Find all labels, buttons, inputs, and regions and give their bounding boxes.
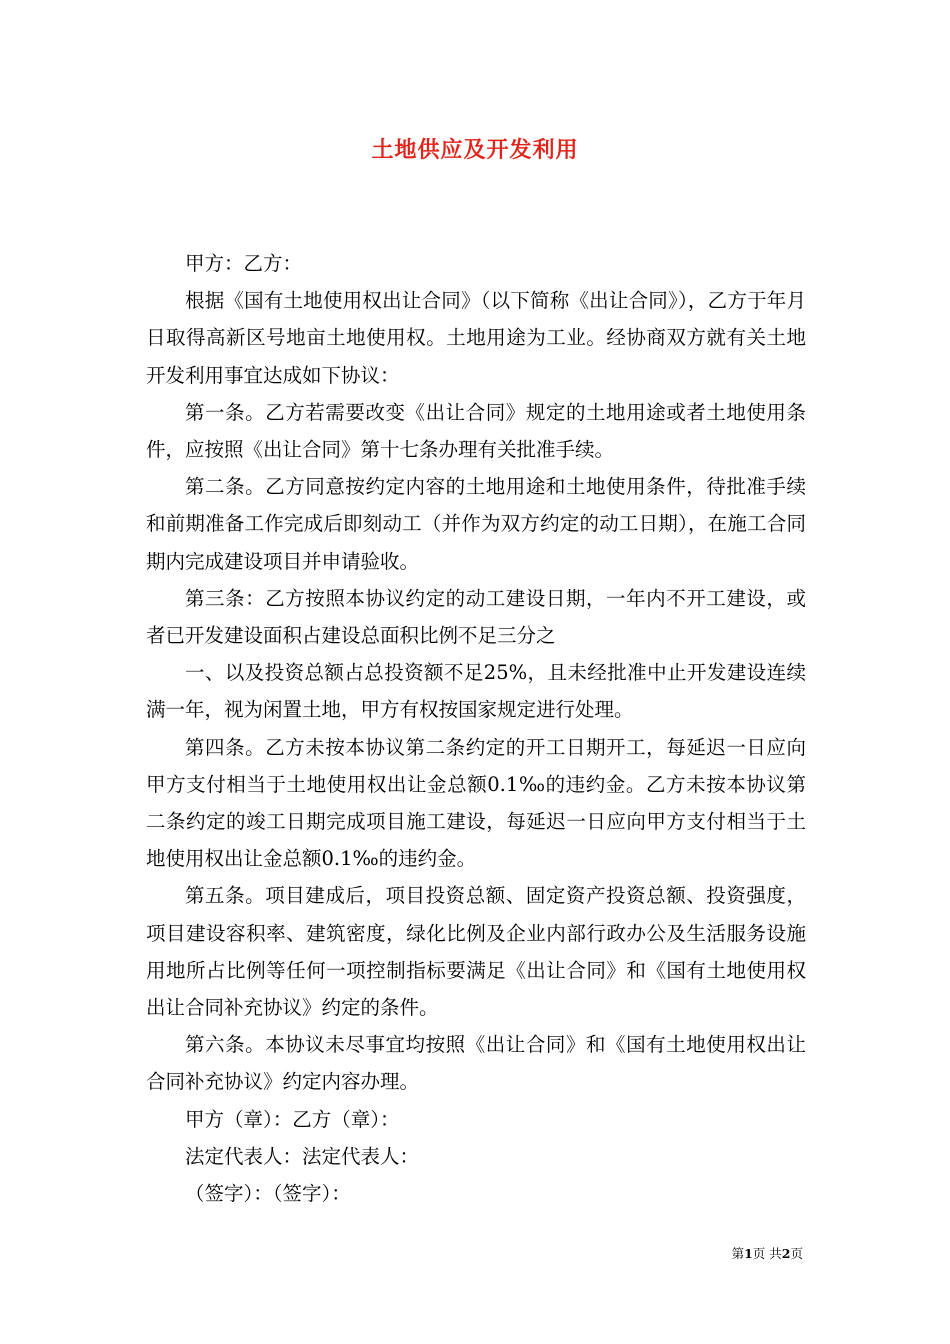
- article-6: 第六条。本协议未尽事宜均按照《出让合同》和《国有土地使用权出让合同补充协议》约定内容办理。: [146, 1033, 806, 1094]
- representative-line: 法定代表人：法定代表人：: [185, 1144, 420, 1168]
- article-3-continued: 一、以及投资总额占总投资额不足25%，且未经批准中止开发建设连续满一年，视为闲置土地，甲方有权按国家规定进行处理。: [146, 661, 806, 722]
- article-2: 第二条。乙方同意按约定内容的土地用途和土地使用条件，待批准手续和前期准备工作完成后即刻动工（并作为双方约定的动工日期），在施工合同期内完成建设项目并申请验收。: [146, 475, 806, 573]
- current-page: 1: [744, 1246, 753, 1261]
- total-pages: 2: [781, 1246, 791, 1261]
- article-1: 第一条。乙方若需要改变《出让合同》规定的土地用途或者土地使用条件，应按照《出让合同》第十七条办理有关批准手续。: [146, 400, 806, 462]
- signature-line: （签字）：（签字）：: [185, 1182, 351, 1206]
- document-title: 土地供应及开发利用: [371, 137, 579, 163]
- seal-line: 甲方（章）：乙方（章）：: [185, 1107, 400, 1131]
- page-middle: 页 共: [752, 1246, 782, 1261]
- article-5: 第五条。项目建成后，项目投资总额、固定资产投资总额、投资强度，项目建设容积率、建筑密度，绿化比例及企业内部行政办公及生活服务设施用地所占比例等任何一项控制指标要满足《出让合同》和《国有土地使用权出让合同补充协议》约定的条件。: [146, 884, 806, 1020]
- party-line: 甲方：乙方：: [185, 252, 303, 275]
- page-number: [732, 1244, 803, 1262]
- document-body: [146, 245, 806, 1212]
- page-prefix: 第: [731, 1246, 745, 1261]
- article-3: 第三条：乙方按照本协议约定的动工建设日期，一年内不开工建设，或者已开发建设面积占建设总面积比例不足三分之: [146, 586, 806, 648]
- preamble-paragraph: 根据《国有土地使用权出让合同》（以下简称《出让合同》），乙方于年月日取得高新区号地亩土地使用权。土地用途为工业。经协商双方就有关土地开发利用事宜达成如下协议：: [146, 289, 806, 387]
- page-suffix: 页: [790, 1246, 803, 1261]
- article-4: 第四条。乙方未按本协议第二条约定的开工日期开工，每延迟一日应向甲方支付相当于土地使用权出让金总额0.1‰的违约金。乙方未按本协议第二条约定的竣工日期完成项目施工建设，每延迟一日应向甲方支付相当于土地使用权出让金总额0.1‰的违约金。: [146, 735, 806, 871]
